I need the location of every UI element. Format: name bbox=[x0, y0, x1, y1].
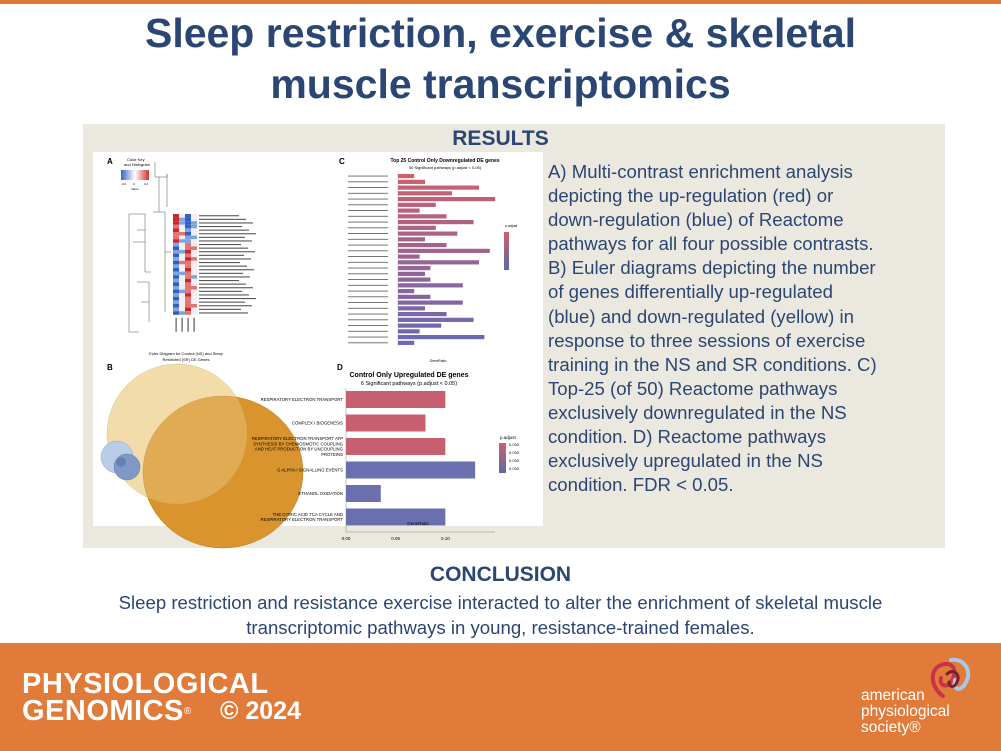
panel-d-x-tick: 0.05 bbox=[391, 536, 401, 541]
panel-c-row-label bbox=[348, 227, 388, 228]
heatmap-cell bbox=[185, 290, 191, 294]
conclusion-line-1: Sleep restriction and resistance exercise interacted to alter the enrichment of skeletal muscle bbox=[118, 592, 883, 613]
panel-c-bar bbox=[398, 260, 479, 264]
heatmap-row-label bbox=[199, 240, 252, 241]
panel-c-bar bbox=[398, 324, 441, 328]
heatmap-cell bbox=[185, 286, 191, 290]
panel-d-x-tick: 0.00 bbox=[341, 536, 351, 541]
panel-c-bar bbox=[398, 214, 447, 218]
heatmap-row-label bbox=[199, 309, 241, 310]
heatmap-cell bbox=[173, 297, 179, 301]
results-line-11: exclusively downregulated in the NS bbox=[548, 401, 847, 423]
panel-d-x-tick: 0.10 bbox=[440, 536, 450, 541]
heatmap-cell bbox=[179, 300, 185, 304]
heatmap-cell bbox=[179, 297, 185, 301]
panel-b-letter: B bbox=[107, 363, 113, 372]
heatmap-cell bbox=[179, 272, 185, 276]
heatmap-cell bbox=[185, 218, 191, 222]
conclusion-text bbox=[30, 590, 971, 640]
heatmap-cell bbox=[185, 308, 191, 312]
heatmap-cell bbox=[185, 300, 191, 304]
panel-c-bar bbox=[398, 255, 420, 259]
heatmap-row-label bbox=[199, 294, 249, 295]
panel-d-category-label: PROTEINS bbox=[321, 451, 343, 457]
results-line-10: Top-25 (of 50) Reactome pathways bbox=[548, 377, 838, 399]
heatmap-cell bbox=[173, 218, 179, 222]
panel-c-bar bbox=[398, 174, 414, 178]
panel-c-bar bbox=[398, 335, 484, 339]
panel-c-row-label bbox=[348, 302, 388, 303]
heatmap-cell bbox=[191, 228, 197, 232]
heatmap-row-label bbox=[199, 222, 253, 223]
conclusion-heading: CONCLUSION bbox=[429, 563, 572, 586]
top-rule bbox=[0, 0, 1001, 4]
panel-c-row-label bbox=[348, 342, 388, 343]
heatmap-cell bbox=[185, 268, 191, 272]
heatmap-cell bbox=[191, 250, 197, 254]
results-line-7: (blue) and down-regulated (yellow) in bbox=[548, 305, 854, 327]
heatmap-cell bbox=[191, 293, 197, 297]
panel-c-row-label bbox=[348, 273, 388, 274]
results-figure bbox=[93, 152, 543, 541]
heatmap-cell bbox=[191, 308, 197, 312]
heatmap-cell bbox=[185, 232, 191, 236]
heatmap-cell bbox=[185, 250, 191, 254]
panel-a-row-labels bbox=[199, 215, 256, 313]
panel-a-heatmap bbox=[173, 214, 197, 315]
heatmap-cell bbox=[173, 261, 179, 265]
heatmap-cell bbox=[173, 268, 179, 272]
heatmap-cell bbox=[191, 239, 197, 243]
heatmap-row-label bbox=[199, 305, 252, 306]
heatmap-cell bbox=[179, 225, 185, 229]
heatmap-cell bbox=[185, 261, 191, 265]
results-line-9: training in the NS and SR conditions. C) bbox=[548, 353, 877, 375]
panel-d-bar bbox=[346, 415, 425, 432]
panel-d-bar bbox=[346, 509, 445, 526]
heatmap-cell bbox=[191, 236, 197, 240]
heatmap-cell bbox=[179, 246, 185, 250]
panel-c-bar bbox=[398, 266, 430, 270]
panel-c-xlabel: GeneRatio bbox=[429, 359, 447, 363]
heatmap-cell bbox=[191, 268, 197, 272]
heatmap-row-label bbox=[199, 255, 244, 256]
panel-c-row-label bbox=[348, 187, 388, 188]
panel-c-row-label bbox=[348, 250, 388, 251]
panel-d-category-label: G ALPHA I SIGNALLING EVENTS bbox=[277, 467, 343, 473]
panel-c-row-label bbox=[348, 285, 388, 286]
heatmap-cell bbox=[185, 297, 191, 301]
panel-d-legend-value-4: 0.030 bbox=[509, 466, 520, 471]
copyright: © 2024 bbox=[220, 697, 301, 725]
panel-c-row-label bbox=[348, 233, 388, 234]
heatmap-cell bbox=[173, 308, 179, 312]
panel-c-row-label bbox=[348, 262, 388, 263]
results-line-2: depicting the up-regulation (red) or bbox=[548, 185, 834, 207]
panel-a-key-axis: Value bbox=[131, 187, 139, 191]
panel-c-subtitle: 50 Significant pathways (p.adjust < 0.05) bbox=[408, 165, 482, 170]
heatmap-cell bbox=[179, 275, 185, 279]
heatmap-cell bbox=[185, 257, 191, 261]
heatmap-cell bbox=[185, 221, 191, 225]
heatmap-cell bbox=[191, 282, 197, 286]
heatmap-cell bbox=[185, 236, 191, 240]
heatmap-row-label bbox=[199, 273, 243, 274]
heatmap-column-label bbox=[194, 318, 195, 332]
heatmap-row-label bbox=[199, 298, 256, 299]
heatmap-cell bbox=[191, 304, 197, 308]
panel-c-bar bbox=[398, 232, 457, 236]
panel-c-title: Top 25 Control Only Downregulated DE genes bbox=[390, 158, 500, 164]
society-name bbox=[861, 688, 991, 736]
heatmap-column-label bbox=[188, 318, 189, 332]
panel-c-bar bbox=[398, 272, 425, 276]
euler-overlap-tint bbox=[107, 364, 247, 504]
panel-d-legend-value-2: 0.030 bbox=[509, 450, 520, 455]
panel-a-key-tick-3: 0.4 bbox=[144, 182, 149, 186]
results-line-12: condition. D) Reactome pathways bbox=[548, 426, 827, 448]
panel-d-category-label: RESPIRATORY ELECTRON TRANSPORT bbox=[260, 517, 343, 523]
panel-d-bar bbox=[346, 485, 381, 502]
panel-c-bar bbox=[398, 186, 479, 190]
panel-c-bar bbox=[398, 220, 474, 224]
panel-c-row-label bbox=[348, 239, 388, 240]
panel-c-bar bbox=[398, 249, 490, 253]
panel-d-category-label: RESPIRATORY ELECTRON TRANSPORT bbox=[260, 397, 343, 402]
journal-name-text: GENOMICS bbox=[22, 695, 184, 727]
panel-c-row-label bbox=[348, 193, 388, 194]
results-line-1: A) Multi-contrast enrichment analysis bbox=[548, 161, 853, 182]
registered-mark: ® bbox=[183, 706, 192, 717]
heatmap-cell bbox=[173, 239, 179, 243]
panel-c-bar bbox=[398, 209, 420, 213]
panel-c-row-label bbox=[348, 325, 388, 326]
heatmap-row-label bbox=[199, 233, 256, 234]
heatmap-row-label bbox=[199, 237, 245, 238]
results-line-8: response to three sessions of exercise bbox=[548, 329, 866, 351]
heatmap-cell bbox=[185, 239, 191, 243]
heatmap-cell bbox=[191, 279, 197, 283]
heatmap-cell bbox=[179, 279, 185, 283]
heatmap-cell bbox=[185, 243, 191, 247]
panel-c-bar bbox=[398, 243, 447, 247]
heatmap-cell bbox=[179, 232, 185, 236]
panel-c-row-label bbox=[348, 337, 388, 338]
heatmap-cell bbox=[191, 297, 197, 301]
heatmap-cell bbox=[185, 228, 191, 232]
results-line-3: down-regulation (blue) of Reactome bbox=[548, 209, 844, 231]
heatmap-cell bbox=[173, 275, 179, 279]
panel-c-row-label bbox=[348, 216, 388, 217]
results-line-6: of genes differentially up-regulated bbox=[548, 281, 833, 303]
heatmap-cell bbox=[185, 264, 191, 268]
heatmap-cell bbox=[191, 290, 197, 294]
heatmap-cell bbox=[191, 225, 197, 229]
heatmap-cell bbox=[191, 232, 197, 236]
heatmap-cell bbox=[191, 214, 197, 218]
heatmap-cell bbox=[185, 246, 191, 250]
panel-c-row-label bbox=[348, 210, 388, 211]
panel-c-row-label bbox=[348, 222, 388, 223]
panel-a-key-title: Color Key bbox=[127, 157, 145, 162]
heatmap-row-label bbox=[199, 269, 254, 270]
panel-c-row-label bbox=[348, 176, 388, 177]
society-line-2: physiological bbox=[861, 703, 950, 720]
heatmap-cell bbox=[173, 243, 179, 247]
panel-c-bar bbox=[398, 306, 425, 310]
panel-d-category-label: SYNTHESIS BY CHEMIOSMOTIC COUPLING bbox=[253, 441, 343, 447]
results-line-13: exclusively upregulated in the NS bbox=[548, 450, 823, 472]
panel-c-bar bbox=[398, 289, 414, 293]
heatmap-cell bbox=[179, 282, 185, 286]
panel-c-row-label bbox=[348, 319, 388, 320]
panel-c-bar bbox=[398, 312, 447, 316]
page-title bbox=[0, 8, 1001, 110]
heatmap-cell bbox=[185, 304, 191, 308]
heatmap-cell bbox=[173, 254, 179, 258]
panel-d-title: Control Only Upregulated DE genes bbox=[349, 372, 469, 379]
panel-b-title-2: Restricted (SR) DE Genes bbox=[162, 357, 210, 362]
heatmap-cell bbox=[185, 272, 191, 276]
heatmap-cell bbox=[173, 250, 179, 254]
heatmap-cell bbox=[173, 246, 179, 250]
heatmap-cell bbox=[173, 272, 179, 276]
heatmap-cell bbox=[179, 239, 185, 243]
panel-a-key-tick-1: -0.6 bbox=[121, 182, 127, 186]
panel-c-row-label bbox=[348, 308, 388, 309]
panel-a-color-key bbox=[121, 170, 149, 180]
panel-c-letter: C bbox=[339, 157, 345, 166]
heatmap-row-label bbox=[199, 262, 240, 263]
panel-c-bars bbox=[348, 172, 495, 347]
panel-c-bar bbox=[398, 329, 420, 333]
panel-d-bar bbox=[346, 391, 445, 408]
heatmap-cell bbox=[185, 279, 191, 283]
heatmap-cell bbox=[179, 236, 185, 240]
panel-c-bar bbox=[398, 237, 425, 241]
panel-d-category-label: COMPLEX I BIOGENESIS bbox=[291, 420, 343, 426]
heatmap-cell bbox=[191, 261, 197, 265]
panel-c-row-label bbox=[348, 291, 388, 292]
heatmap-cell bbox=[173, 293, 179, 297]
panel-c-bar bbox=[398, 197, 495, 201]
heatmap-cell bbox=[173, 232, 179, 236]
euler-up-circle-2 bbox=[114, 454, 140, 480]
panel-c-row-label bbox=[348, 331, 388, 332]
results-line-14: condition. FDR < 0.05. bbox=[548, 474, 734, 496]
heatmap-cell bbox=[173, 279, 179, 283]
heatmap-cell bbox=[179, 304, 185, 308]
heatmap-cell bbox=[179, 257, 185, 261]
panel-d-xlabel: GeneRatio bbox=[407, 521, 429, 526]
heatmap-cell bbox=[173, 300, 179, 304]
heatmap-row-label bbox=[199, 280, 239, 281]
panel-c-bar bbox=[398, 278, 430, 282]
heatmap-cell bbox=[191, 272, 197, 276]
heatmap-cell bbox=[191, 286, 197, 290]
heatmap-row-label bbox=[199, 248, 248, 249]
heatmap-row-label bbox=[199, 291, 242, 292]
title-line-1: Sleep restriction, exercise & skeletal bbox=[144, 10, 857, 56]
panel-c-row-label bbox=[348, 314, 388, 315]
panel-c-row-label bbox=[348, 268, 388, 269]
heatmap-row-label bbox=[199, 302, 245, 303]
heatmap-row-label bbox=[199, 276, 250, 277]
conclusion-line-2: transcriptomic pathways in young, resistance-trained females. bbox=[246, 617, 755, 638]
heatmap-cell bbox=[191, 257, 197, 261]
heatmap-row-label bbox=[199, 251, 255, 252]
figure-svg bbox=[93, 152, 543, 541]
heatmap-row-label bbox=[199, 219, 246, 220]
heatmap-cell bbox=[191, 243, 197, 247]
heatmap-cell bbox=[173, 221, 179, 225]
panel-d-letter: D bbox=[337, 363, 343, 372]
heatmap-cell bbox=[173, 290, 179, 294]
panel-c-legend-gradient bbox=[504, 232, 509, 270]
heatmap-row-label bbox=[199, 226, 242, 227]
heatmap-cell bbox=[185, 214, 191, 218]
heatmap-cell bbox=[191, 246, 197, 250]
heatmap-cell bbox=[179, 254, 185, 258]
panel-c-bar bbox=[398, 283, 463, 287]
panel-c-row-label bbox=[348, 279, 388, 280]
heatmap-row-label bbox=[199, 266, 247, 267]
heatmap-cell bbox=[179, 286, 185, 290]
panel-c-row-label bbox=[348, 199, 388, 200]
results-heading: RESULTS bbox=[452, 127, 549, 150]
heatmap-cell bbox=[179, 250, 185, 254]
panel-a-letter: A bbox=[107, 157, 113, 166]
heatmap-cell bbox=[185, 311, 191, 315]
heatmap-row-label bbox=[199, 312, 248, 313]
heatmap-cell bbox=[179, 214, 185, 218]
panel-a-key-tick-2: 0 bbox=[133, 182, 135, 186]
panel-c-row-label bbox=[348, 245, 388, 246]
heatmap-cell bbox=[173, 304, 179, 308]
heatmap-cell bbox=[185, 282, 191, 286]
panel-d-legend-gradient bbox=[499, 443, 506, 473]
heatmap-row-label bbox=[199, 258, 251, 259]
panel-c-row-label bbox=[348, 181, 388, 182]
society-line-3: society® bbox=[861, 719, 921, 736]
panel-c-bar bbox=[398, 191, 452, 195]
panel-c-bar bbox=[398, 341, 414, 345]
heatmap-cell bbox=[191, 300, 197, 304]
heatmap-cell bbox=[179, 243, 185, 247]
panel-d-category-label: THE CITRIC ACID TCA CYCLE AND bbox=[272, 511, 343, 517]
panel-d-legend-value-1: 0.030 bbox=[509, 442, 520, 447]
panel-c-bar bbox=[398, 295, 430, 299]
heatmap-cell bbox=[179, 268, 185, 272]
heatmap-cell bbox=[179, 228, 185, 232]
heatmap-cell bbox=[191, 218, 197, 222]
heatmap-cell bbox=[191, 264, 197, 268]
panel-a-key-title-2: and Histogram bbox=[124, 162, 151, 167]
euler-up-overlap bbox=[116, 457, 126, 467]
heatmap-cell bbox=[191, 275, 197, 279]
results-description bbox=[548, 160, 943, 497]
heatmap-cell bbox=[173, 286, 179, 290]
heatmap-cell bbox=[185, 254, 191, 258]
heatmap-cell bbox=[179, 221, 185, 225]
heatmap-row-label bbox=[199, 215, 239, 216]
heatmap-cell bbox=[185, 225, 191, 229]
panel-b-title-1: Euler Diagram for Control (NS) and Sleep bbox=[149, 351, 223, 356]
panel-c-row-label bbox=[348, 256, 388, 257]
heatmap-cell bbox=[191, 311, 197, 315]
panel-c-bar bbox=[398, 318, 474, 322]
panel-d-category-label: AND HEAT PRODUCTION BY UNCOUPLING bbox=[254, 446, 343, 452]
heatmap-cell bbox=[179, 261, 185, 265]
heatmap-cell bbox=[179, 218, 185, 222]
heatmap-cell bbox=[179, 290, 185, 294]
heatmap-cell bbox=[173, 228, 179, 232]
heatmap-cell bbox=[173, 214, 179, 218]
panel-c-legend-title: p.adjust bbox=[505, 224, 518, 228]
results-line-4: pathways for all four possible contrasts. bbox=[548, 233, 874, 255]
heatmap-cell bbox=[173, 257, 179, 261]
heatmap-row-label bbox=[199, 287, 253, 288]
panel-d-subtitle: 6 Significant pathways (p.adjust < 0.05) bbox=[360, 381, 458, 387]
results-line-5: B) Euler diagrams depicting the number bbox=[548, 257, 876, 279]
heatmap-cell bbox=[173, 264, 179, 268]
heatmap-column-label bbox=[182, 318, 183, 332]
heatmap-column-label bbox=[176, 318, 177, 332]
heatmap-row-label bbox=[199, 230, 249, 231]
heatmap-cell bbox=[191, 254, 197, 258]
panel-d-category-label: RESPIRATORY ELECTRON TRANSPORT ATP bbox=[251, 436, 343, 442]
panel-d-legend-value-3: 0.030 bbox=[509, 458, 520, 463]
panel-d-legend-title: p.adjust bbox=[500, 435, 516, 440]
panel-c-bar bbox=[398, 301, 463, 305]
heatmap-cell bbox=[179, 264, 185, 268]
heatmap-cell bbox=[185, 275, 191, 279]
heatmap-cell bbox=[173, 311, 179, 315]
panel-d-category-label: ETHANOL OXIDATION bbox=[298, 491, 343, 496]
society-line-1: american bbox=[861, 687, 925, 704]
heatmap-cell bbox=[173, 282, 179, 286]
panel-a-column-labels bbox=[176, 318, 195, 332]
heatmap-cell bbox=[179, 293, 185, 297]
panel-c-row-label bbox=[348, 204, 388, 205]
heatmap-cell bbox=[191, 221, 197, 225]
heatmap-cell bbox=[179, 308, 185, 312]
panel-d-bar bbox=[346, 438, 445, 455]
journal-name-line-1: PHYSIOLOGICAL bbox=[22, 668, 269, 700]
heatmap-cell bbox=[173, 236, 179, 240]
panel-d-bar bbox=[346, 462, 475, 479]
panel-c-bar bbox=[398, 180, 425, 184]
heatmap-row-label bbox=[199, 284, 246, 285]
title-line-2: muscle transcriptomics bbox=[270, 61, 731, 107]
heatmap-cell bbox=[185, 293, 191, 297]
heatmap-cell bbox=[173, 225, 179, 229]
heatmap-row-label bbox=[199, 244, 241, 245]
panel-c-row-label bbox=[348, 296, 388, 297]
panel-c-bar bbox=[398, 226, 436, 230]
heatmap-cell bbox=[179, 311, 185, 315]
panel-c-bar bbox=[398, 203, 436, 207]
